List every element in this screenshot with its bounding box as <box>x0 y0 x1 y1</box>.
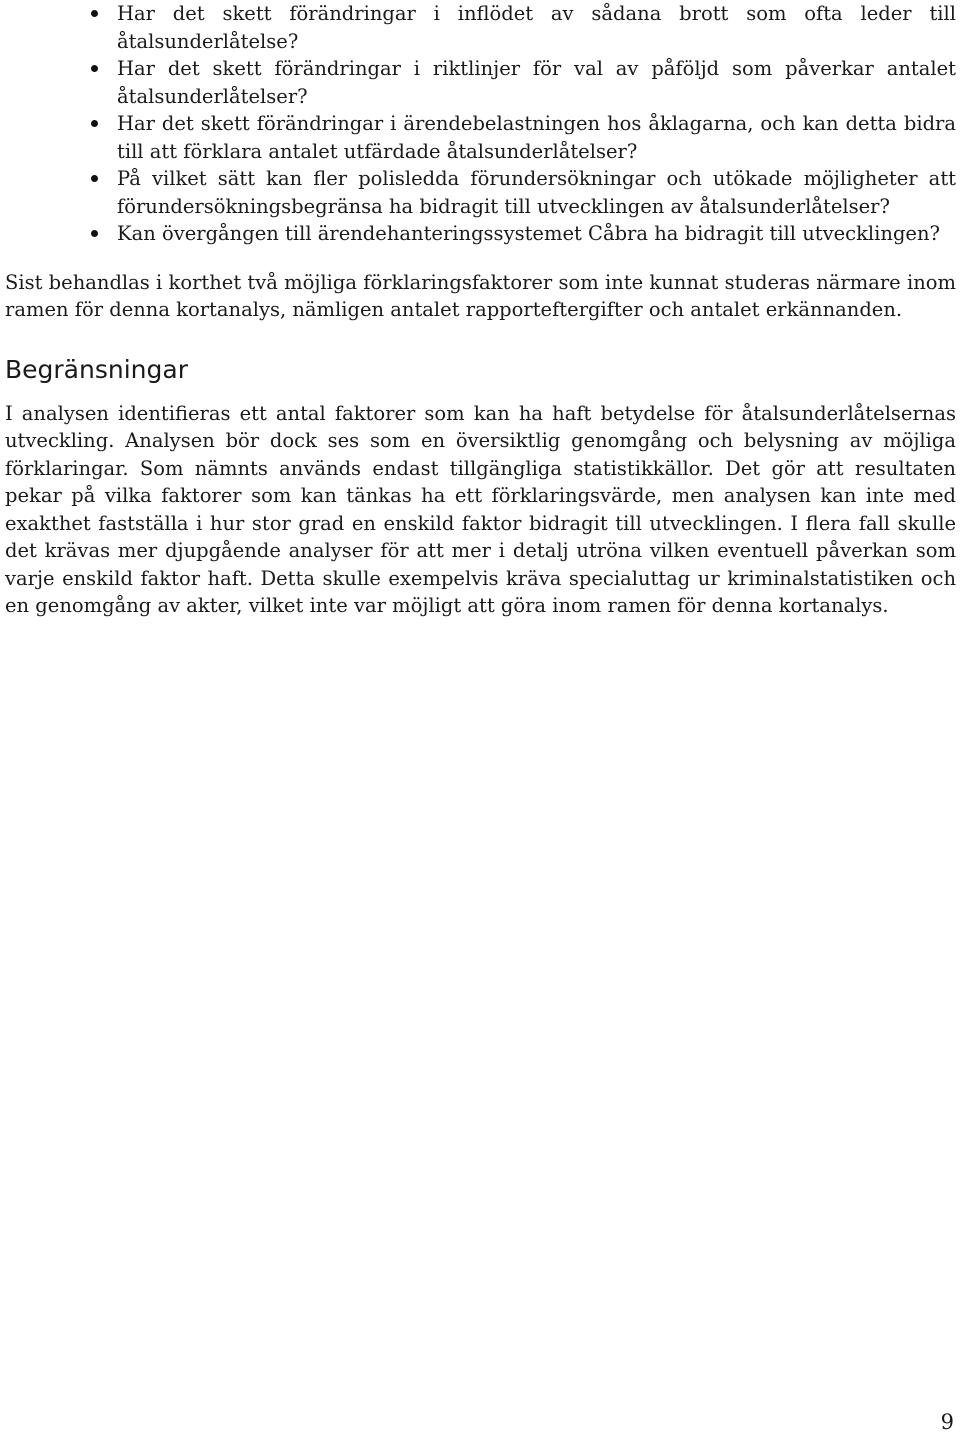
list-item-text: På vilket sätt kan fler polisledda förundersökningar och utökade möjligheter att förundersökningsbegränsa ha bidragit till utvecklingen av åtalsunderlåtelser? <box>117 167 956 218</box>
page-number: 9 <box>940 1410 954 1434</box>
bullet-icon <box>91 175 98 182</box>
list-item-text: Kan övergången till ärendehanteringssystemet Cåbra ha bidragit till utvecklingen? <box>117 222 940 245</box>
section-heading: Begränsningar <box>5 354 188 384</box>
list-item-text: Har det skett förändringar i inflödet av sådana brott som ofta leder till åtalsunderlåtelse? <box>117 2 956 53</box>
list-item <box>5 0 956 55</box>
bullet-icon <box>91 120 98 127</box>
limitations-paragraph: I analysen identifieras ett antal faktorer som kan ha haft betydelse för åtalsunderlåtelsernas utveckling. Analysen bör dock ses som en översiktlig genomgång och belysning av möjliga förklaringar. Som nämnts används endast tillgängliga statistikkällor. Det gör att resultaten pekar på vilka faktorer som kan tänkas ha ett förklaringsvärde, men analysen kan inte med exakthet fastställa i hur stor grad en enskild faktor bidragit till utvecklingen. I flera fall skulle det krävas mer djupgående analyser för att mer i detalj utröna vilken eventuell påverkan som varje enskild faktor haft. Detta skulle exempelvis kräva specialuttag ur kriminalstatistiken och en genomgång av akter, vilket inte var möjligt att göra inom ramen för denna kortanalys. <box>5 401 956 617</box>
question-list <box>5 0 956 248</box>
bullet-icon <box>91 65 98 72</box>
list-item-text: Har det skett förändringar i riktlinjer för val av påföljd som påverkar antalet åtalsunderlåtelser? <box>117 57 956 108</box>
document-page <box>5 0 956 620</box>
intro-paragraph: Sist behandlas i korthet två möjliga förklaringsfaktorer som inte kunnat studeras närmare inom ramen för denna kortanalys, nämligen antalet rapporteftergifter och antalet erkännanden. <box>5 270 956 321</box>
list-item <box>5 55 956 110</box>
list-item <box>5 165 956 220</box>
list-item <box>5 110 956 165</box>
bullet-icon <box>91 230 98 237</box>
list-item <box>5 220 956 248</box>
bullet-icon <box>91 10 98 17</box>
list-item-text: Har det skett förändringar i ärendebelastningen hos åklagarna, och kan detta bidra till att förklara antalet utfärdade åtalsunderlåtelser? <box>117 112 956 163</box>
